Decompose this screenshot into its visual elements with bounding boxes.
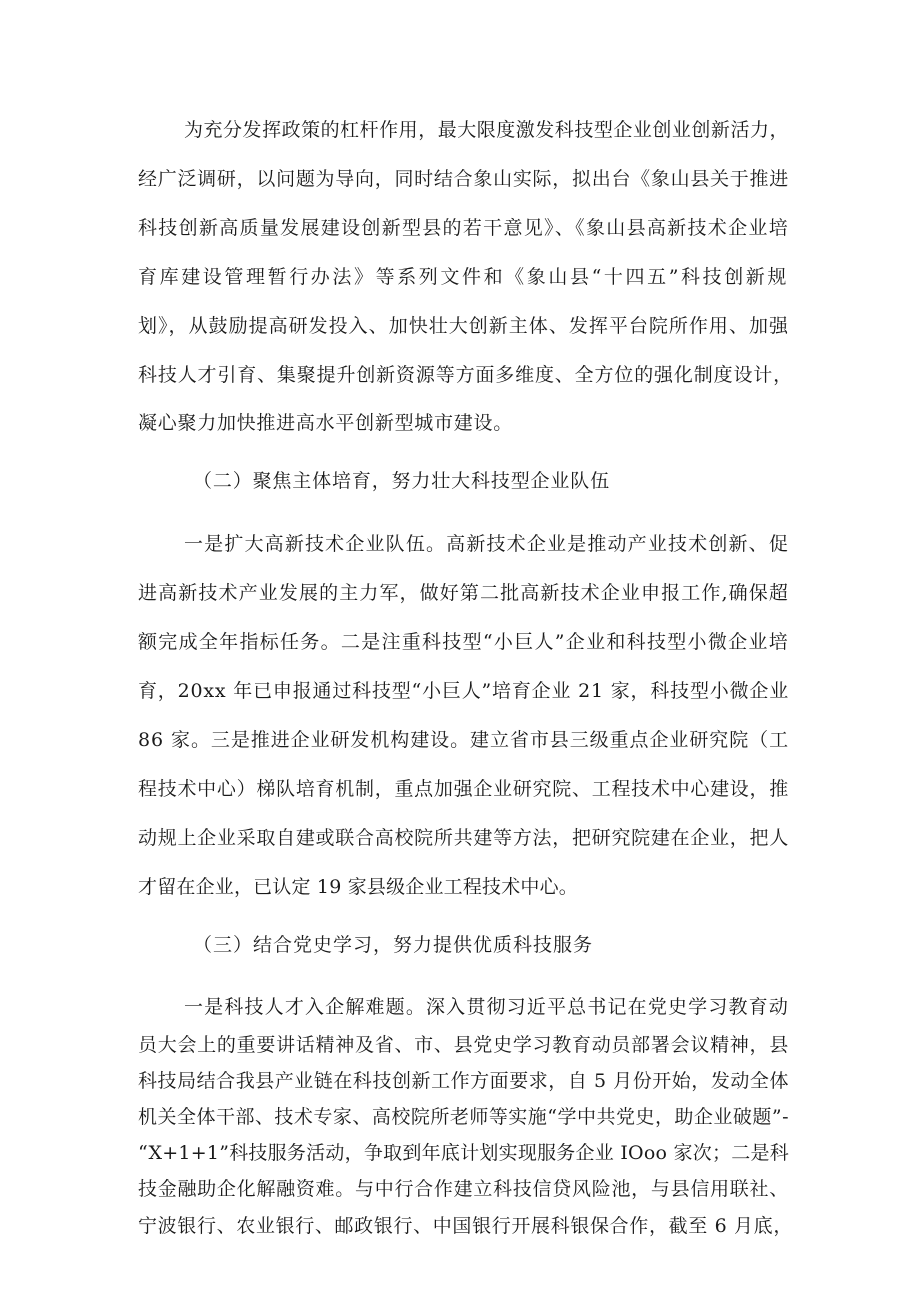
heading-text: （三）结合党史学习，努力提供优质科技服务 — [193, 934, 593, 956]
text-line: 才留在企业，已认定 19 家县级企业工程技术中心。 — [138, 876, 578, 898]
text-line: 86 家。三是推进企业研发机构建设。建立省市县三级重点企业研究院（工 — [138, 729, 790, 751]
text-line: 技金融助企化解融资难。与中行合作建立科技信贷风险池，与县信用联社、 — [138, 1178, 789, 1200]
text-line: 一是科技人才入企解难题。深入贯彻习近平总书记在党史学习教育动 — [184, 996, 789, 1018]
text-line: 员大会上的重要讲话精神及省、市、县党史学习教育动员部署会议精神，县 — [138, 1034, 789, 1056]
text-line: 程技术中心）梯队培育机制，重点加强企业研究院、工程技术中心建设，推 — [138, 778, 789, 800]
text-line: 宁波银行、农业银行、邮政银行、中国银行开展科银保合作，截至 6 月底， — [138, 1215, 793, 1237]
text-line: 科技局结合我县产业链在科技创新工作方面要求，自 5 月份开始，发动全体 — [138, 1070, 789, 1092]
text-line: 育库建设管理暂行办法》等系列文件和《象山县“十四五”科技创新规 — [138, 266, 789, 288]
text-line: “X+1+1”科技服务活动，争取到年底计划实现服务企业 IOoo 家次；二是科 — [138, 1142, 789, 1164]
text-line: 科技人才引育、集聚提升创新资源等方面多维度、全方位的强化制度设计， — [138, 364, 793, 386]
text-line: 动规上企业采取自建或联合高校院所共建等方法，把研究院建在企业，把人 — [138, 827, 789, 849]
heading-text: （二）聚焦主体培育，努力壮大科技型企业队伍 — [193, 470, 610, 492]
text-line: 育，20xx 年已申报通过科技型“小巨人”培育企业 21 家，科技型小微企业 — [138, 680, 789, 702]
text-line: 进高新技术产业发展的主力军，做好第二批高新技术企业申报工作,确保超 — [138, 582, 790, 604]
text-line: 经广泛调研，以问题为导向，同时结合象山实际，拟出台《象山县关于推进 — [138, 168, 789, 190]
text-line: 科技创新高质量发展建设创新型县的若干意见》、《象山县高新技术企业培 — [138, 217, 790, 239]
text-line: 凝心聚力加快推进高水平创新型城市建设。 — [138, 412, 513, 434]
text-line: 为充分发挥政策的杠杆作用，最大限度激发科技型企业创业创新活力， — [184, 119, 789, 141]
text-line: 机关全体干部、技术专家、高校院所老师等实施“学中共党史，助企业破题”- — [138, 1106, 789, 1128]
text-line: 一是扩大高新技术企业队伍。高新技术企业是推动产业技术创新、促 — [184, 533, 789, 555]
text-line: 额完成全年指标任务。二是注重科技型“小巨人”企业和科技型小微企业培 — [138, 631, 789, 653]
text-line: 划》，从鼓励提高研发投入、加快壮大创新主体、发挥平台院所作用、加强 — [138, 315, 789, 337]
